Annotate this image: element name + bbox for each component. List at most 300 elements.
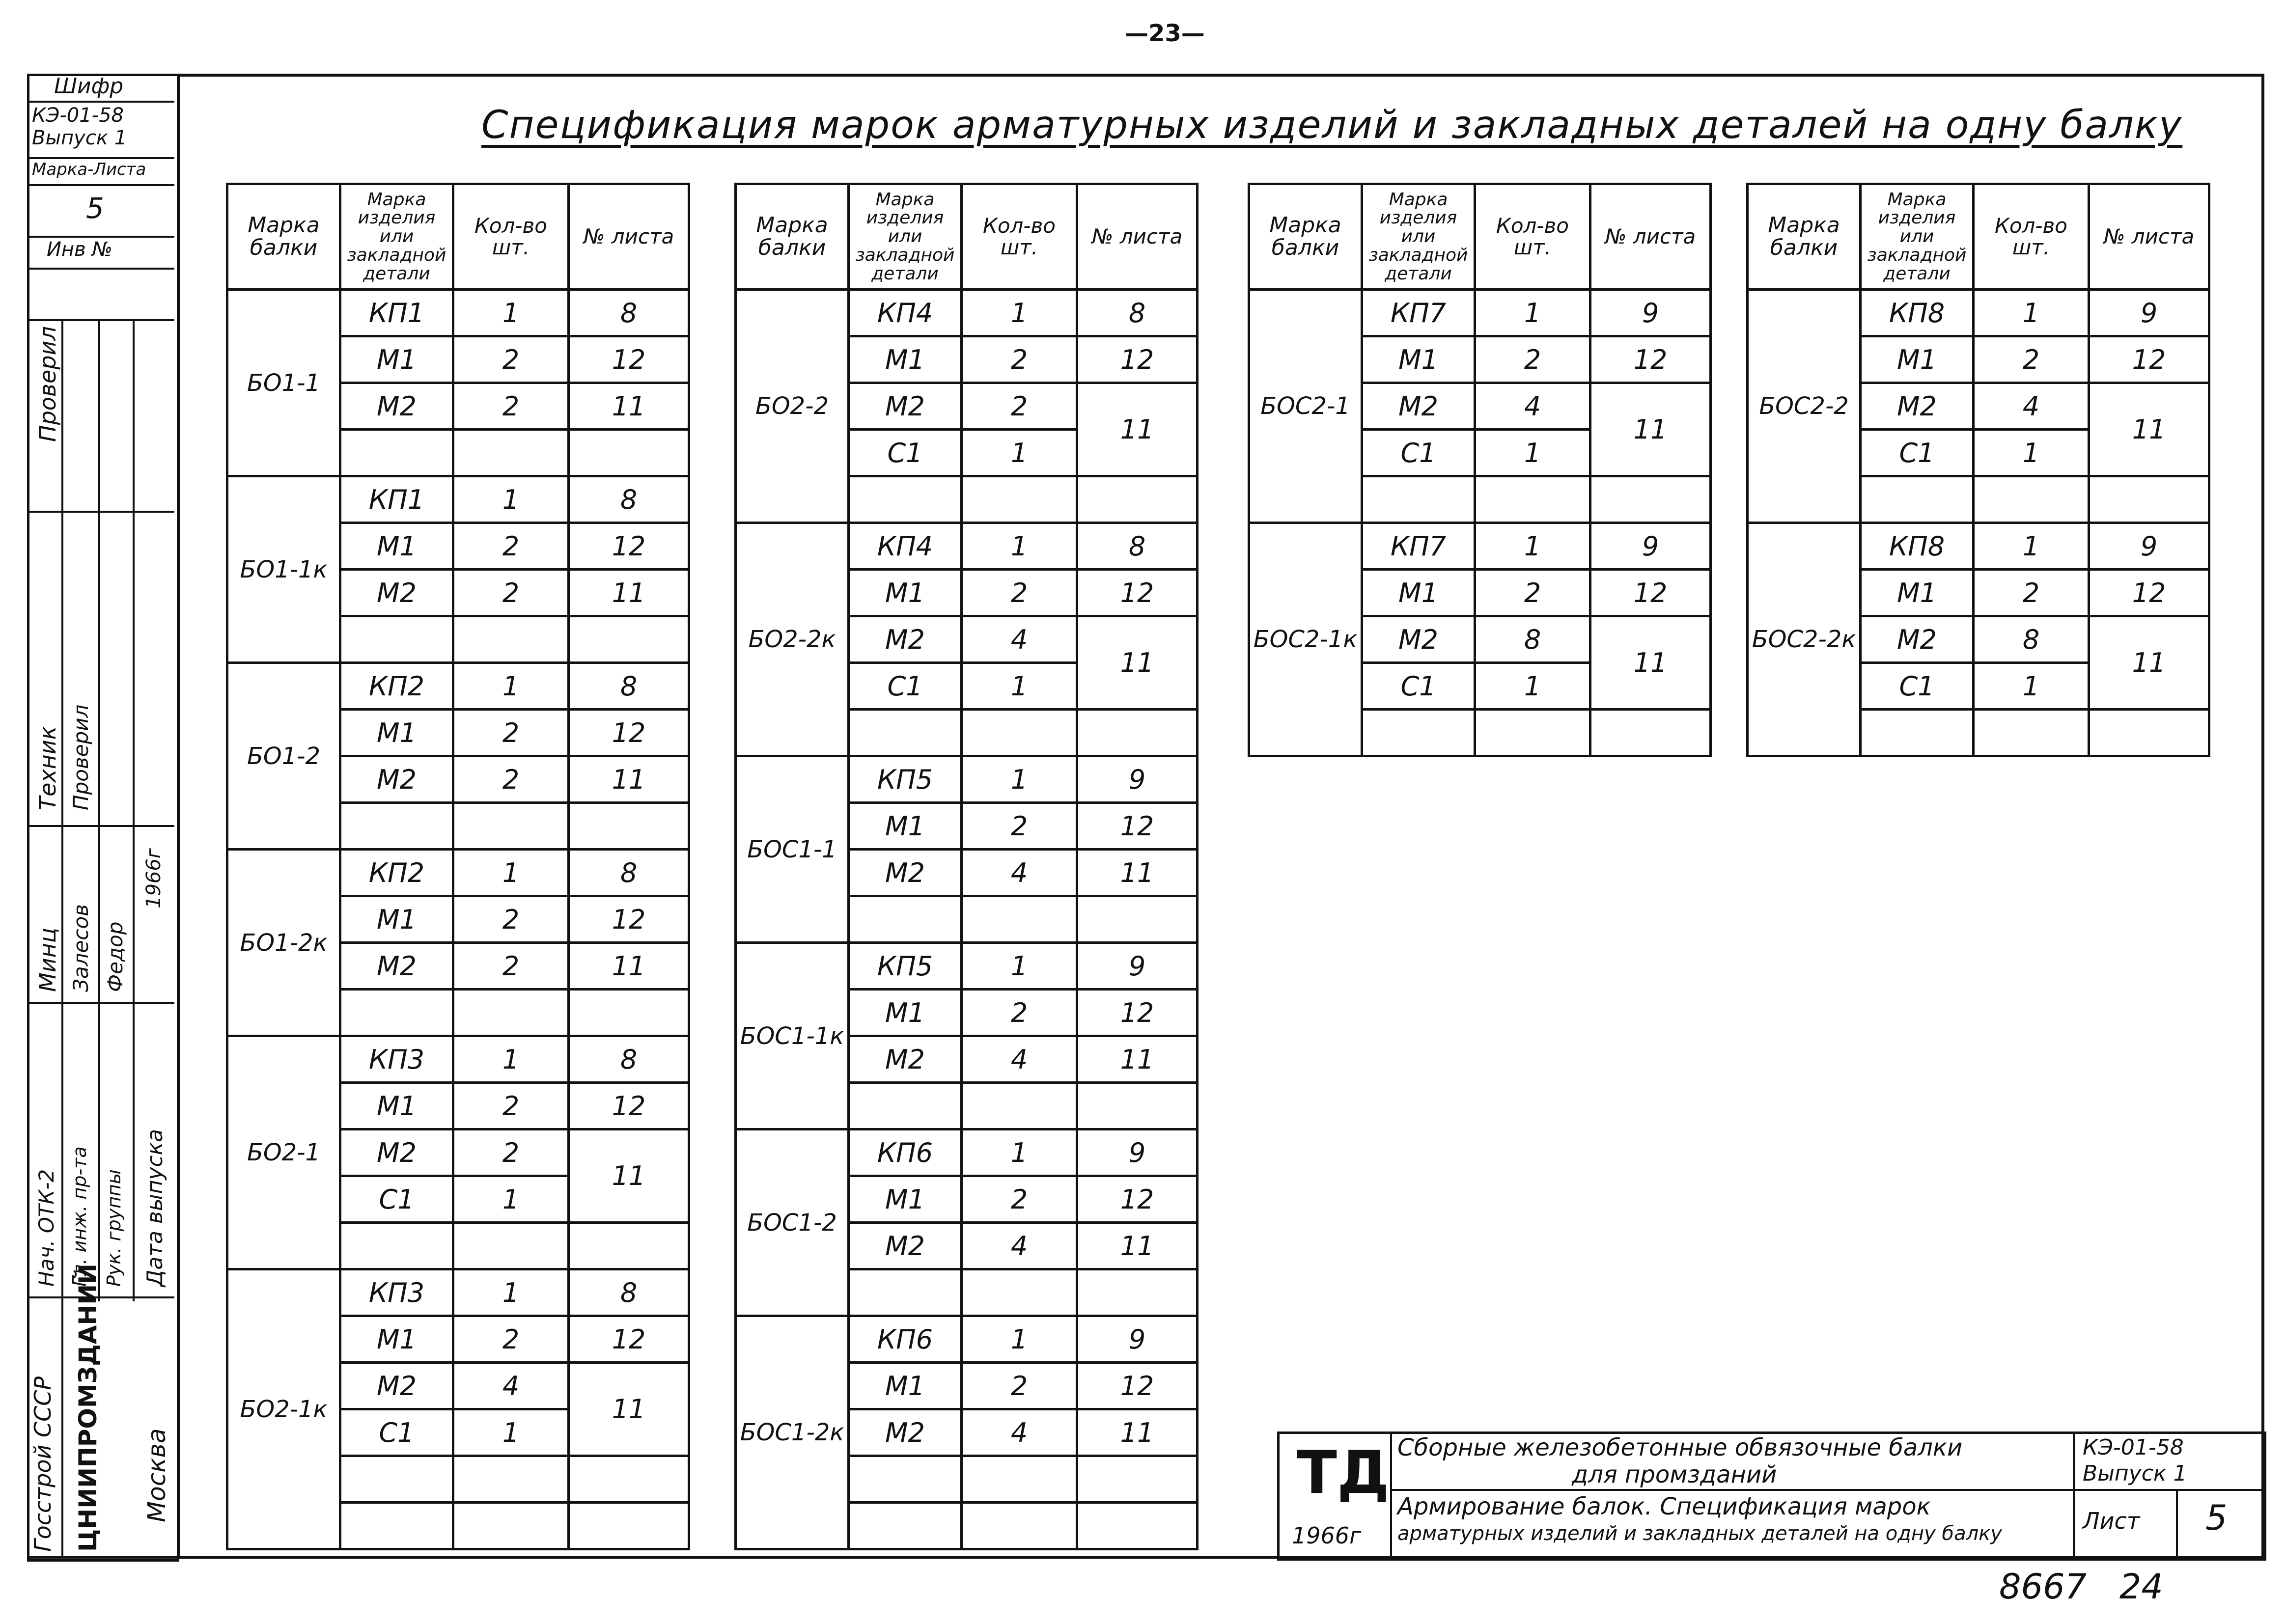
item-mark: М2: [849, 383, 962, 430]
item-qty: 2: [1475, 336, 1590, 383]
item-qty: [453, 803, 569, 850]
item-qty: [1974, 710, 2089, 756]
item-sheet: 12: [2089, 336, 2209, 383]
item-mark: КП1: [340, 290, 453, 336]
item-mark: М1: [1362, 570, 1475, 616]
item-qty: 1: [453, 850, 569, 896]
item-mark: [340, 1223, 453, 1269]
item-qty: 2: [962, 1363, 1077, 1409]
item-sheet: 8: [1077, 290, 1198, 336]
item-mark: М2: [849, 1036, 962, 1083]
stamp-date-value: 1966г: [142, 848, 165, 908]
beam-mark: БО1-2: [227, 663, 340, 850]
item-mark: М1: [340, 336, 453, 383]
spec-table: [734, 183, 1199, 1550]
item-mark: М1: [849, 1176, 962, 1223]
item-sheet: 9: [1590, 290, 1711, 336]
item-qty: 1: [962, 290, 1077, 336]
item-sheet: [1077, 1083, 1198, 1129]
title-block-line1: Сборные железобетонные обвязочные балки: [1397, 1434, 1963, 1461]
item-mark: С1: [340, 1176, 453, 1223]
item-sheet: [569, 1503, 689, 1549]
item-sheet: 8: [569, 663, 689, 710]
title-block-code: КЭ-01-58: [2083, 1435, 2184, 1460]
beam-mark: БОС2-1: [1249, 290, 1362, 523]
item-qty: [453, 1503, 569, 1549]
stamp-divider: [27, 236, 174, 238]
table-row: [227, 850, 689, 896]
item-mark: М2: [849, 1223, 962, 1269]
header-sheet: № листа: [1590, 184, 1711, 290]
item-qty: 2: [453, 756, 569, 803]
item-mark: [1861, 476, 1974, 523]
item-mark: [849, 1503, 962, 1549]
title-block-line3: Армирование балок. Спецификация марок: [1397, 1493, 1931, 1520]
header-sheet: № листа: [1077, 184, 1198, 290]
item-mark: С1: [1362, 430, 1475, 476]
title-block-line4: арматурных изделий и закладных деталей на одну балку: [1397, 1522, 2002, 1545]
header-beam: Марка балки: [227, 184, 340, 290]
stamp-divider: [27, 184, 174, 186]
item-mark: М2: [1362, 616, 1475, 663]
item-qty: [1475, 476, 1590, 523]
item-mark: [340, 1503, 453, 1549]
item-mark: КП5: [849, 943, 962, 990]
stamp-role: Рук. группы: [103, 1169, 125, 1287]
item-mark: М2: [340, 570, 453, 616]
item-sheet: 9: [2089, 523, 2209, 570]
item-qty: 1: [1475, 523, 1590, 570]
item-sheet: [2089, 476, 2209, 523]
item-mark: М1: [849, 990, 962, 1036]
header-qty: Кол-во шт.: [1475, 184, 1590, 290]
stamp-role: Проверил: [69, 704, 93, 810]
item-mark: [340, 616, 453, 663]
item-qty: 4: [1974, 383, 2089, 430]
item-sheet: [1077, 1269, 1198, 1316]
table-row: [736, 1129, 1198, 1176]
header-qty: Кол-во шт.: [962, 184, 1077, 290]
item-mark: М1: [340, 1316, 453, 1363]
item-mark: КП6: [849, 1316, 962, 1363]
stamp-col-line: [133, 319, 135, 1301]
item-mark: М2: [340, 1363, 453, 1409]
item-sheet: 8: [569, 476, 689, 523]
item-sheet: 12: [1077, 336, 1198, 383]
item-mark: М1: [340, 896, 453, 943]
item-qty: [962, 476, 1077, 523]
item-sheet: 11: [1077, 1036, 1198, 1083]
item-qty: 2: [1475, 570, 1590, 616]
item-mark: КП5: [849, 756, 962, 803]
stamp-mark-sheet-label: Марка-Листа: [32, 160, 146, 179]
item-sheet: 12: [1590, 570, 1711, 616]
item-qty: 1: [962, 943, 1077, 990]
title-block-line2: для промзданий: [1572, 1461, 1777, 1488]
item-qty: [962, 1269, 1077, 1316]
stamp-org: ЦНИИПРОМЗДАНИЙ: [74, 1264, 102, 1552]
spec-table: [226, 183, 690, 1550]
stamp-block: [27, 74, 179, 1562]
tb-line: [1390, 1431, 1392, 1556]
item-qty: [962, 1083, 1077, 1129]
item-mark: КП8: [1861, 290, 1974, 336]
table-row: [1748, 290, 2209, 336]
item-mark: М1: [1861, 336, 1974, 383]
item-mark: [849, 896, 962, 943]
item-sheet: 12: [569, 1083, 689, 1129]
title-block-issue: Выпуск 1: [2083, 1461, 2187, 1486]
item-sheet: 12: [2089, 570, 2209, 616]
item-qty: [962, 1503, 1077, 1549]
header-beam: Марка балки: [1249, 184, 1362, 290]
item-qty: 8: [1475, 616, 1590, 663]
item-qty: 2: [962, 990, 1077, 1036]
item-mark: М2: [849, 850, 962, 896]
item-qty: 1: [453, 663, 569, 710]
beam-mark: БОС1-1к: [736, 943, 849, 1129]
item-sheet: [569, 990, 689, 1036]
table-row: [736, 756, 1198, 803]
stamp-row-line: [27, 511, 174, 513]
item-qty: [453, 430, 569, 476]
item-qty: 2: [453, 943, 569, 990]
beam-mark: БОС2-2к: [1748, 523, 1861, 756]
item-qty: 2: [453, 1083, 569, 1129]
header-item: Марка изделия или закладной детали: [340, 184, 453, 290]
item-qty: 2: [962, 803, 1077, 850]
item-mark: КП4: [849, 523, 962, 570]
item-sheet: 8: [1077, 523, 1198, 570]
item-qty: 1: [453, 290, 569, 336]
item-sheet: 11: [1077, 383, 1198, 476]
item-sheet: 11: [1590, 616, 1711, 710]
tb-line: [2176, 1489, 2178, 1556]
item-mark: [340, 1456, 453, 1503]
item-sheet: [569, 430, 689, 476]
stamp-mark-sheet-value: 5: [86, 192, 104, 225]
item-mark: М2: [849, 616, 962, 663]
item-sheet: [1077, 476, 1198, 523]
item-mark: М2: [1861, 616, 1974, 663]
item-mark: [849, 1269, 962, 1316]
stamp-divider: [27, 157, 174, 159]
item-qty: [962, 710, 1077, 756]
stamp-row-line: [27, 825, 174, 827]
header-beam: Марка балки: [736, 184, 849, 290]
item-sheet: 12: [569, 523, 689, 570]
item-mark: [1362, 476, 1475, 523]
item-qty: 1: [1974, 663, 2089, 710]
item-mark: М1: [1861, 570, 1974, 616]
item-mark: КП1: [340, 476, 453, 523]
item-mark: М2: [340, 756, 453, 803]
item-mark: М2: [849, 1409, 962, 1456]
item-mark: [849, 1083, 962, 1129]
item-sheet: 11: [569, 383, 689, 430]
page-number: —23—: [1125, 20, 1205, 47]
item-qty: [453, 1223, 569, 1269]
item-mark: М2: [340, 1129, 453, 1176]
item-qty: 2: [453, 570, 569, 616]
item-sheet: 8: [569, 290, 689, 336]
table-row: [736, 290, 1198, 336]
header-sheet: № листа: [2089, 184, 2209, 290]
item-mark: М2: [340, 383, 453, 430]
frame-top: [177, 74, 2264, 77]
item-sheet: 11: [569, 570, 689, 616]
item-mark: М1: [849, 336, 962, 383]
item-sheet: 9: [1077, 1316, 1198, 1363]
item-mark: М1: [340, 710, 453, 756]
item-qty: 1: [1974, 430, 2089, 476]
header-item: Марка изделия или закладной детали: [1362, 184, 1475, 290]
item-qty: 1: [962, 523, 1077, 570]
item-sheet: 9: [2089, 290, 2209, 336]
item-qty: 4: [962, 616, 1077, 663]
item-mark: КП3: [340, 1036, 453, 1083]
stamp-role: Техник: [34, 726, 61, 810]
item-qty: 4: [962, 850, 1077, 896]
item-mark: М1: [849, 570, 962, 616]
item-qty: 1: [962, 1129, 1077, 1176]
item-mark: М1: [849, 803, 962, 850]
item-qty: 1: [453, 1269, 569, 1316]
beam-mark: БО1-2к: [227, 850, 340, 1036]
item-sheet: [1077, 1503, 1198, 1549]
item-mark: КП3: [340, 1269, 453, 1316]
item-sheet: 11: [569, 1363, 689, 1456]
item-qty: 2: [453, 523, 569, 570]
item-sheet: 12: [1590, 336, 1711, 383]
stamp-divider: [27, 319, 174, 321]
item-mark: М2: [1861, 383, 1974, 430]
item-qty: [453, 990, 569, 1036]
item-qty: [1974, 476, 2089, 523]
item-qty: 1: [453, 1036, 569, 1083]
stamp-minus: Минц: [34, 928, 61, 992]
item-qty: 1: [962, 756, 1077, 803]
beam-mark: БОС1-2: [736, 1129, 849, 1316]
item-sheet: [1077, 896, 1198, 943]
item-sheet: 12: [569, 896, 689, 943]
item-sheet: [1590, 476, 1711, 523]
archive-number: 8667 24: [1999, 1567, 2163, 1607]
item-mark: М1: [340, 1083, 453, 1129]
item-qty: 2: [453, 896, 569, 943]
item-sheet: [569, 803, 689, 850]
stamp-role: Нач. ОТК-2: [34, 1169, 58, 1287]
title-block-logo: ТД: [1297, 1439, 1390, 1507]
item-sheet: 9: [1077, 943, 1198, 990]
beam-mark: БОС1-1: [736, 756, 849, 943]
item-sheet: 8: [569, 1269, 689, 1316]
item-mark: КП8: [1861, 523, 1974, 570]
item-qty: 2: [453, 710, 569, 756]
item-sheet: 12: [1077, 1363, 1198, 1409]
item-mark: М1: [1362, 336, 1475, 383]
item-qty: 2: [453, 383, 569, 430]
item-mark: С1: [849, 430, 962, 476]
title-block-year: 1966г: [1292, 1522, 1362, 1549]
item-mark: [340, 990, 453, 1036]
page-title: Спецификация марок арматурных изделий и закладных деталей на одну балку: [481, 103, 2183, 147]
table-row: [1249, 290, 1711, 336]
table-row: [227, 1036, 689, 1083]
item-mark: [849, 1456, 962, 1503]
item-mark: С1: [1861, 663, 1974, 710]
item-qty: 1: [1974, 290, 2089, 336]
table-row: [227, 1269, 689, 1316]
stamp-divider: [27, 268, 174, 270]
header-qty: Кол-во шт.: [1974, 184, 2089, 290]
item-mark: М2: [340, 943, 453, 990]
item-sheet: 11: [2089, 616, 2209, 710]
stamp-name: Федор: [103, 921, 127, 992]
beam-mark: БО2-2: [736, 290, 849, 523]
item-qty: 2: [962, 383, 1077, 430]
item-qty: 1: [962, 663, 1077, 710]
item-sheet: 11: [1077, 1223, 1198, 1269]
item-sheet: [569, 1456, 689, 1503]
spec-table: [1746, 183, 2210, 757]
item-mark: [1861, 710, 1974, 756]
item-qty: 2: [962, 336, 1077, 383]
item-sheet: 11: [2089, 383, 2209, 476]
item-sheet: 11: [569, 1129, 689, 1223]
beam-mark: БО2-1: [227, 1036, 340, 1269]
stamp-city: Москва: [142, 1428, 171, 1522]
beam-mark: БО1-1: [227, 290, 340, 476]
stamp-col-line: [98, 319, 100, 1301]
item-sheet: 12: [569, 336, 689, 383]
stamp-issue: Выпуск 1: [32, 127, 127, 149]
item-sheet: 12: [569, 1316, 689, 1363]
beam-mark: БО2-1к: [227, 1269, 340, 1549]
table-row: [1748, 523, 2209, 570]
table-row: [227, 663, 689, 710]
stamp-cipher-value: КЭ-01-58: [32, 104, 124, 127]
item-sheet: [1590, 710, 1711, 756]
item-qty: 1: [1475, 290, 1590, 336]
stamp-col-line: [61, 319, 63, 1557]
item-qty: 2: [962, 570, 1077, 616]
item-mark: С1: [1362, 663, 1475, 710]
item-sheet: 12: [1077, 990, 1198, 1036]
item-qty: 1: [453, 476, 569, 523]
table-row: [736, 523, 1198, 570]
item-qty: [962, 896, 1077, 943]
item-sheet: [569, 1223, 689, 1269]
table-row: [736, 943, 1198, 990]
table-row: [736, 1316, 1198, 1363]
item-qty: 4: [962, 1223, 1077, 1269]
item-qty: 2: [453, 1316, 569, 1363]
table-row: [1249, 523, 1711, 570]
table-row: [227, 290, 689, 336]
stamp-date-label: Дата выпуска: [142, 1129, 167, 1287]
item-qty: [453, 1456, 569, 1503]
stamp-org: Госстрой СССР: [29, 1376, 56, 1552]
item-qty: 2: [1974, 336, 2089, 383]
stamp-role: Гл. инж. пр-та: [69, 1146, 90, 1287]
item-sheet: 12: [1077, 803, 1198, 850]
beam-mark: БО1-1к: [227, 476, 340, 663]
item-mark: М1: [340, 523, 453, 570]
tb-line: [1390, 1489, 2261, 1491]
item-qty: 4: [1475, 383, 1590, 430]
item-sheet: 12: [1077, 1176, 1198, 1223]
item-sheet: 9: [1077, 756, 1198, 803]
stamp-cipher-label: Шифр: [54, 74, 124, 99]
item-qty: 1: [962, 1316, 1077, 1363]
frame-right: [2261, 74, 2264, 1557]
stamp-divider: [27, 101, 174, 103]
item-qty: 1: [1475, 663, 1590, 710]
stamp-inv-label: Инв №: [47, 238, 112, 261]
item-mark: [849, 476, 962, 523]
beam-mark: БО2-2к: [736, 523, 849, 756]
spec-table: [1248, 183, 1712, 757]
item-sheet: 11: [1077, 616, 1198, 710]
item-sheet: [1077, 1456, 1198, 1503]
item-mark: КП6: [849, 1129, 962, 1176]
title-block-sheet-label: Лист: [2083, 1508, 2140, 1534]
item-sheet: [1077, 710, 1198, 756]
item-qty: [962, 1456, 1077, 1503]
item-mark: КП2: [340, 850, 453, 896]
item-mark: [849, 710, 962, 756]
beam-mark: БОС1-2к: [736, 1316, 849, 1549]
item-mark: КП7: [1362, 523, 1475, 570]
item-mark: КП7: [1362, 290, 1475, 336]
item-qty: 2: [453, 1129, 569, 1176]
item-qty: 1: [1974, 523, 2089, 570]
item-qty: 2: [453, 336, 569, 383]
item-mark: С1: [1861, 430, 1974, 476]
item-sheet: 11: [1590, 383, 1711, 476]
tb-line: [2073, 1431, 2075, 1556]
item-mark: КП2: [340, 663, 453, 710]
item-sheet: [2089, 710, 2209, 756]
item-sheet: 12: [569, 710, 689, 756]
item-qty: 1: [962, 430, 1077, 476]
item-sheet: 11: [569, 756, 689, 803]
item-sheet: 9: [1590, 523, 1711, 570]
item-qty: [453, 616, 569, 663]
stamp-name: Залесов: [69, 904, 93, 992]
item-qty: 2: [1974, 570, 2089, 616]
header-beam: Марка балки: [1748, 184, 1861, 290]
item-qty: 2: [962, 1176, 1077, 1223]
item-sheet: 8: [569, 1036, 689, 1083]
item-qty: 1: [1475, 430, 1590, 476]
stamp-role: Проверил: [34, 326, 61, 442]
item-qty: 4: [962, 1036, 1077, 1083]
beam-mark: БОС2-2: [1748, 290, 1861, 523]
item-qty: 1: [453, 1409, 569, 1456]
title-block-sheet-value: 5: [2205, 1498, 2228, 1538]
item-qty: 8: [1974, 616, 2089, 663]
item-sheet: 9: [1077, 1129, 1198, 1176]
item-mark: [1362, 710, 1475, 756]
header-item: Марка изделия или закладной детали: [849, 184, 962, 290]
item-sheet: 8: [569, 850, 689, 896]
item-mark: КП4: [849, 290, 962, 336]
item-sheet: 11: [569, 943, 689, 990]
item-qty: 4: [453, 1363, 569, 1409]
stamp-row-line: [27, 1002, 174, 1004]
